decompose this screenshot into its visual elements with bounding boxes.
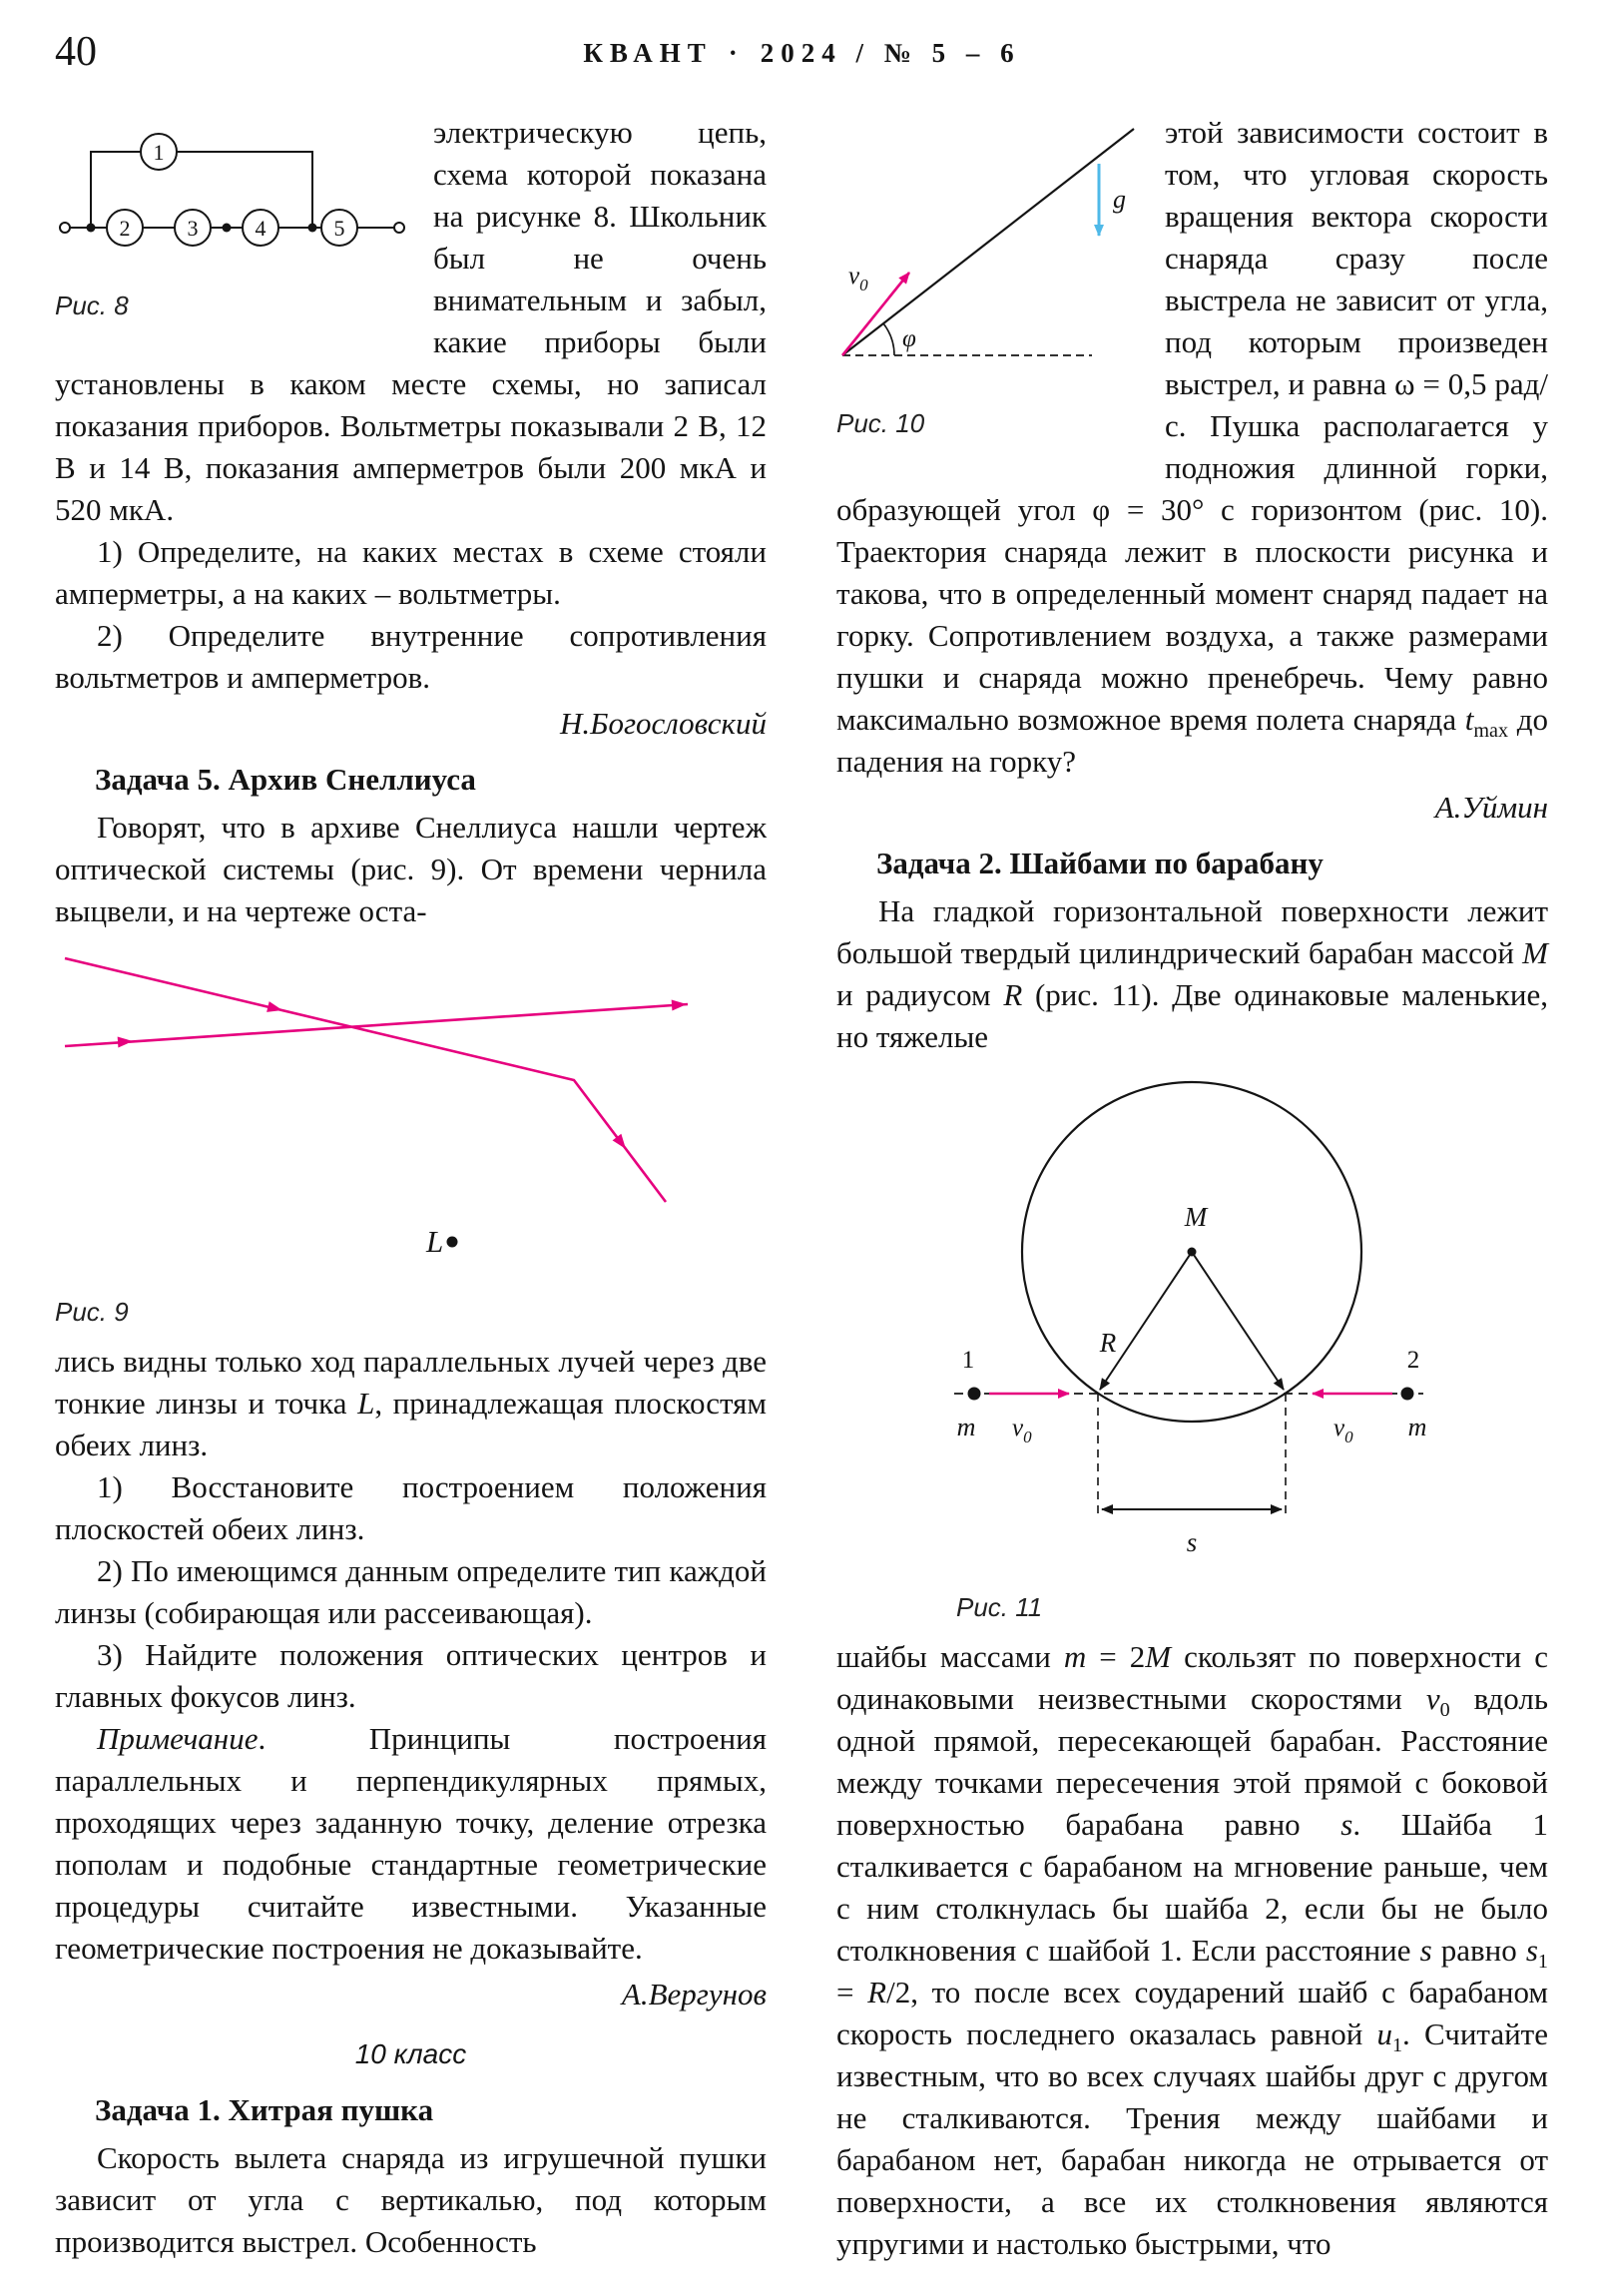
device-circles [107,134,357,246]
device-4-label: 4 [255,216,266,241]
device-5-label: 5 [333,216,345,241]
puck-2-dot [1401,1388,1414,1401]
figure-9 [55,944,767,1333]
question-1-ammeters: 1) Определите, на каких местах в схеме стояли амперметры, а на каких – вольтметры. [55,534,767,611]
puck-2-mass-label: m [1407,1413,1427,1441]
optics-rays-diagram [55,944,754,1274]
left-column [55,112,767,2265]
paragraph-snellius-intro: Говорят, что в архиве Снеллиуса нашли чертеж оптической системы (рис. 9). От времени чернила выцвели, и на чертеже оста- [55,810,767,928]
task5-title: Задача 5. Архив Снеллиуса [95,762,476,797]
task2-title: Задача 2. Шайбами по барабану [876,846,1324,880]
puck-2-v0-label: $v_0$ [1333,1415,1353,1446]
device-2-label: 2 [119,216,131,241]
puck-1-v0-label: $v_0$ [1012,1415,1032,1446]
journal-title-line [55,38,1549,69]
paragraph-note: Примечание. Принципы построения параллельных и перпендикулярных прямых, проходящих через заданную точку, деление отрезка пополам и подобные стандартные геометрические процедуры считайте известными. Указанные геометрические построения не доказывайте. [55,1721,767,1966]
journal-name: КВАНТ [583,38,713,68]
question-restore-planes: 1) Восстановите построением положения плоскостей обеих линз. [55,1469,767,1546]
slope-line [842,129,1134,355]
s-label: s [1186,1527,1198,1557]
question-2-resistances: 2) Определите внутренние сопротивления вольтметров и амперметров. [55,618,767,695]
puck-1-mass-label: m [956,1413,976,1441]
journal-separator: · [728,38,745,68]
cannon-problem-block [836,112,1548,783]
point-L-dot [447,1237,458,1248]
paragraph-cannon-intro: Скорость вылета снаряда из игрушечной пушки зависит от угла с вертикалью, под которым производится выстрел. Особенность [55,2140,767,2259]
figure-8 [55,118,409,326]
ray-arrowheads [118,999,688,1153]
g-label: g [1113,185,1126,214]
paragraph-circuit-readings: электрическую цепь, схема которой показана на рисунке 8. Школьник был не очень внимательным и забыл, какие приборы были установлены в каком месте схемы, но записал показания приборов. Вольтметры показывали 2 В, 12 В и 14 В, показания амперметров были 200 мкА и 520 мкА. [55,115,767,527]
page-number: 40 [55,29,97,75]
author-uymin: А.Уймин [1434,790,1548,825]
device-1-label: 1 [153,140,165,165]
figure-11-caption: Рис. 11 [956,1592,1043,1622]
device-3-label: 3 [187,216,199,241]
slope-shot-diagram [836,118,1141,385]
ray-2 [65,1004,688,1046]
puck-1-number: 1 [961,1347,975,1374]
journal-issue: 2024 / № 5 – 6 [760,38,1021,68]
drum-pucks-diagram [836,1070,1547,1569]
puck-1-dot [968,1388,981,1401]
radius-arrow-right [1192,1252,1284,1390]
ray-1 [65,958,666,1202]
drum-mass-label: M [1184,1202,1208,1232]
right-column [836,112,1548,2265]
left-terminal [60,223,70,233]
figure-11 [836,1070,1548,1628]
paragraph-lenses-visible: лись видны только ход параллельных лучей через две тонкие линзы и точка L, принадлежащая плоскостям обеих линз. [55,1344,767,1462]
author-bogoslovsky: Н.Богословский [560,706,767,741]
radius-arrow-left [1100,1252,1192,1390]
circuit-diagram [55,118,409,268]
right-terminal [394,223,404,233]
puck-2-number: 2 [1406,1347,1420,1374]
paragraph-pucks-problem: шайбы массами m = 2M скользят по поверхности с одинаковыми неизвестными скоростями $v_0$ вдоль одной прямой, пересекающей барабан. Расстояние между точками пересечения этой прямой с боковой поверхностью барабана равно s. Шайба 1 сталкивается с барабаном на мгновение раньше, чем с ним столкнулась бы шайба 2, если бы не было столкновения с шайбой 1. Если расстояние s равно $s_1 = R/2$, то после всех соударений шайб с барабаном скорость последнего оказалась равной $u_1$. Считайте известным, что во всех случаях шайбы друг с другом не сталкиваются. Трения между шайбами и барабаном нет, барабан никогда не отрывается от поверхности, а все их столкновения являются упругими и настолько быстрыми, что [836,1639,1549,2261]
radius-label: R [1099,1328,1117,1358]
angle-arc [883,323,894,355]
content-columns [55,112,1549,2265]
phi-label: φ [902,325,916,352]
paragraph-cannon-problem: этой зависимости состоит в том, что угловая скорость вращения вектора скорости снаряда сразу после выстрела не зависит от угла, под которым произведен выстрел, и равна ω = 0,5 рад/с. Пушка располагается у подножия длинной горки, образующей угол φ = 30° с горизонтом (рис. 10). Траектория снаряда лежит в плоскости рисунка и такова, что в определенный момент снаряд падает на горку. Сопротивлением воздуха, а также размерами пушки и снаряда можно пренебречь. Чему равно максимально возможное время полета снаряда $t_{max}$ до падения на горку? [836,115,1548,779]
figure-10-caption: Рис. 10 [836,408,925,438]
question-lens-type: 2) По имеющимся данным определите тип каждой линзы (собирающая или рассеивающая). [55,1553,767,1630]
v0-label: $v_0$ [848,263,868,294]
point-L-label: L [426,1224,444,1259]
paragraph-drum-intro: На гладкой горизонтальной поверхности лежит большой твердый цилиндрический барабан массой M и радиусом R (рис. 11). Две одинаковые маленькие, но тяжелые [836,893,1548,1054]
task1-title: Задача 1. Хитрая пушка [95,2092,434,2127]
grade-heading: 10 класс [354,2038,467,2069]
circuit-problem-block [55,112,767,531]
figure-10 [836,118,1141,444]
question-optical-centers: 3) Найдите положения оптических центров и главных фокусов линз. [55,1637,767,1714]
author-vergunov: А.Вергунов [621,1977,767,2011]
figure-8-caption: Рис. 8 [55,290,129,320]
page-header [55,26,1549,90]
figure-9-caption: Рис. 9 [55,1297,129,1327]
